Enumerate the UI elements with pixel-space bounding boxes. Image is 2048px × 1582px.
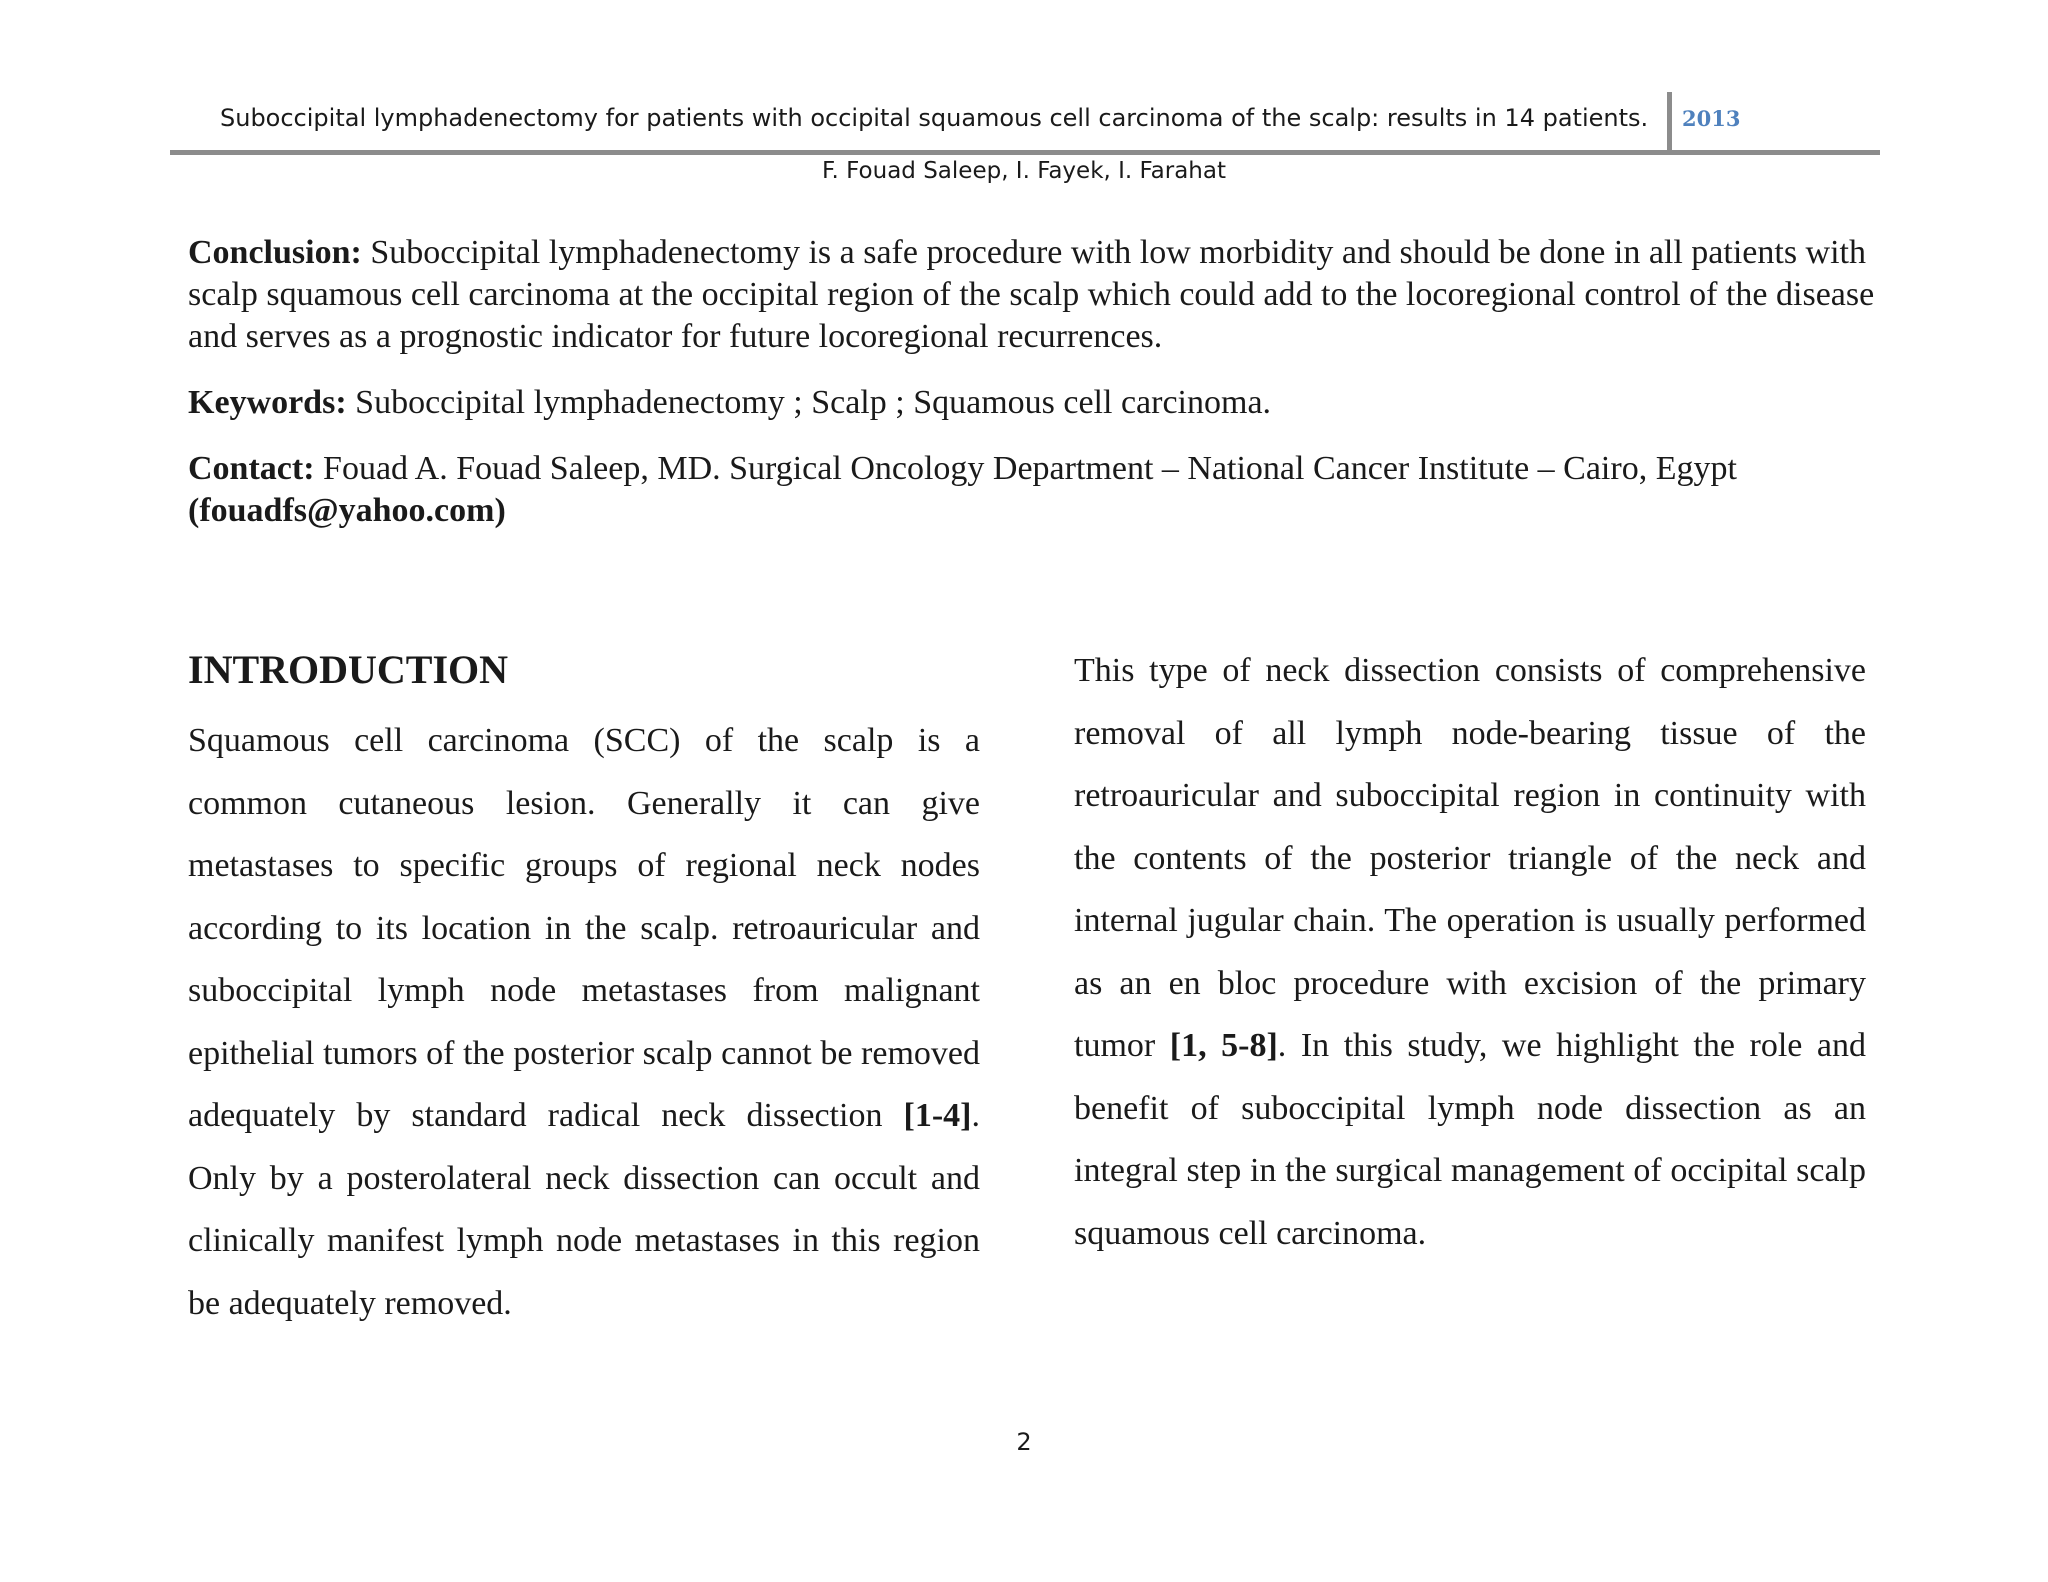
contact-email: (fouadfs@yahoo.com) [188,492,506,529]
abstract-tail [188,232,1878,556]
keywords-paragraph [188,382,1878,424]
intro-left-text-1: Squamous cell carcinoma (SCC) of the scalp is a common cutaneous lesion. Generally it can give metastases to specific groups of regional neck nodes according to its location in the scalp. retroauricular and suboccipital lymph node metastases from malignant epithelial tumors of the posterior scalp cannot be removed adequately by standard radical neck dissection [188,722,980,1134]
intro-right-text-1: This type of neck dissection consists of comprehensive removal of all lymph node-bearing tissue of the retroauricular and suboccipital region in continuity with the contents of the posterior triangle of the neck and internal jugular chain. The operation is usually performed as an en bloc procedure with excision of the primary tumor [1074,652,1866,1064]
citation-ref: [1, 5-8] [1169,1027,1278,1064]
conclusion-text: Suboccipital lymphadenectomy is a safe procedure with low morbidity and should be done in all patients with scalp squamous cell carcinoma at the occipital region of the scalp which could add to the locoregional control of the disease and serves as a prognostic indicator for future locoregional recurrences. [188,234,1875,355]
contact-text: Fouad A. Fouad Saleep, MD. Surgical Oncology Department – National Cancer Institute – Cairo, Egypt [314,450,1737,487]
keywords-label: Keywords: [188,384,347,421]
page-number: 2 [1016,1428,1032,1456]
introduction-paragraph-right [1074,640,1866,1265]
header-separator [1667,92,1672,150]
left-column [188,640,980,1335]
running-title: Suboccipital lymphadenectomy for patients with occipital squamous cell carcinoma of the scalp: results in 14 patients. [220,104,1649,132]
header-rule [170,150,1880,155]
intro-right-text-2: . In this study, we highlight the role and benefit of suboccipital lymph node dissection as an integral step in the surgical management of occipital scalp squamous cell carcinoma. [1074,1027,1866,1252]
header-year: 2013 [1682,106,1741,131]
citation-ref: [1-4] [903,1097,972,1134]
running-header [170,92,1880,154]
right-column [1074,640,1866,1265]
introduction-paragraph-left [188,710,980,1335]
author-list: F. Fouad Saleep, I. Fayek, I. Farahat [821,158,1226,184]
conclusion-paragraph [188,232,1878,358]
intro-left-text-2: . Only by a posterolateral neck dissection can occult and clinically manifest lymph node metastases in this region be adequately removed. [188,1097,980,1322]
contact-label: Contact: [188,450,315,487]
introduction-heading: INTRODUCTION [188,647,509,692]
keywords-text: Suboccipital lymphadenectomy ; Scalp ; Squamous cell carcinoma. [346,384,1272,421]
conclusion-label: Conclusion: [188,234,362,271]
contact-paragraph [188,448,1878,532]
